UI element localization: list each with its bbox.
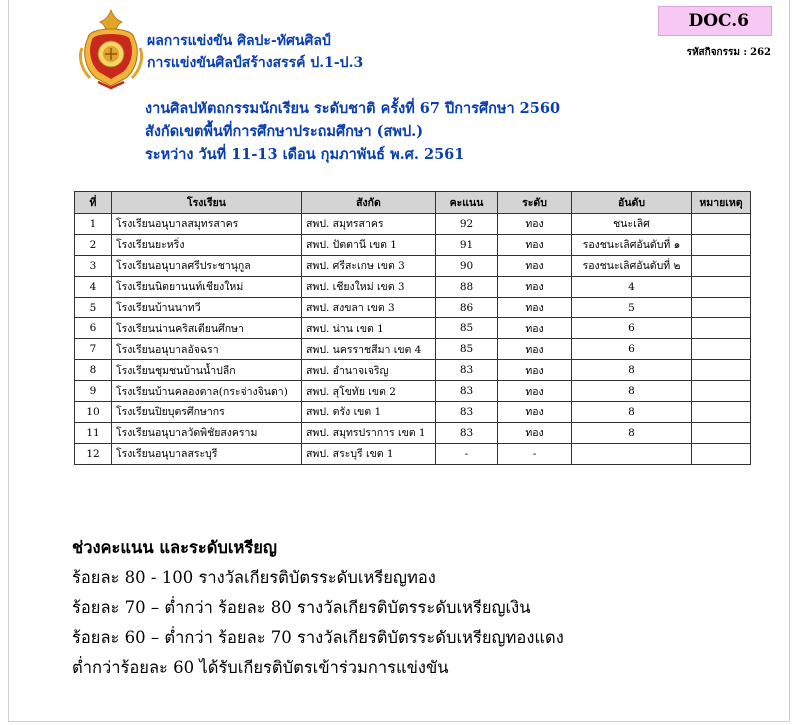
cell-school: โรงเรียนชุมชนบ้านน้ำปลีก [112,360,302,381]
table-row [75,255,751,276]
cell-rank: 4 [572,276,692,297]
cell-score: 83 [436,402,498,423]
table-row [75,360,751,381]
cell-level: ทอง [498,402,572,423]
column-header-school: โรงเรียน [112,192,302,214]
cell-no: 8 [75,360,112,381]
competition-title: ผลการแข่งขัน ศิลปะ-ทัศนศิลป์ [147,33,331,49]
column-header-area: สังกัด [302,192,436,214]
cell-school: โรงเรียนอนุบาลสมุทรสาคร [112,214,302,235]
cell-school: โรงเรียนอนุบาลสระบุรี [112,443,302,464]
cell-school: โรงเรียนยะหริ่ง [112,234,302,255]
cell-rank: 5 [572,297,692,318]
event-line-1: งานศิลปหัตถกรรมนักเรียน ระดับชาติ ครั้งที่ 67 ปีการศึกษา 2560 [145,100,561,117]
cell-school: โรงเรียนอนุบาลศรีประชานุกูล [112,255,302,276]
table-row [75,443,751,464]
table-row [75,214,751,235]
cell-score: 86 [436,297,498,318]
table-row [75,339,751,360]
table-row [75,318,751,339]
legend-line-gold: ร้อยละ 80 - 100 รางวัลเกียรติบัตรระดับเหรียญทอง [72,568,436,587]
legend-title: ช่วงคะแนน และระดับเหรียญ [72,538,277,557]
table-row [75,402,751,423]
cell-note [692,214,751,235]
cell-no: 6 [75,318,112,339]
cell-school: โรงเรียนบ้านคลองตาล(กระจ่างจินดา) [112,381,302,402]
cell-no: 2 [75,234,112,255]
doc-label: DOC.6 [688,11,749,31]
cell-level: ทอง [498,255,572,276]
event-line-2: สังกัดเขตพื้นที่การศึกษาประถมศึกษา (สพป.) [145,123,424,140]
cell-score: 92 [436,214,498,235]
legend-line-silver: ร้อยละ 70 – ต่ำกว่า ร้อยละ 80 รางวัลเกียรติบัตรระดับเหรียญเงิน [72,598,531,617]
cell-rank: รองชนะเลิศอันดับที่ ๑ [572,234,692,255]
cell-level: ทอง [498,276,572,297]
cell-school: โรงเรียนอนุบาลอัจฉรา [112,339,302,360]
cell-school: โรงเรียนบ้านนาทวี [112,297,302,318]
table-row [75,381,751,402]
cell-area: สพป. น่าน เขต 1 [302,318,436,339]
cell-no: 1 [75,214,112,235]
cell-score: 90 [436,255,498,276]
results-table [74,191,751,465]
cell-no: 4 [75,276,112,297]
results-body [75,214,751,465]
cell-score: 91 [436,234,498,255]
cell-area: สพป. สุโขทัย เขต 2 [302,381,436,402]
cell-rank: ชนะเลิศ [572,214,692,235]
cell-level: ทอง [498,381,572,402]
cell-rank: 6 [572,339,692,360]
activity-code [684,45,771,60]
column-header-rank: อันดับ [572,192,692,214]
cell-score: 85 [436,339,498,360]
cell-area: สพป. อำนาจเจริญ [302,360,436,381]
cell-level: ทอง [498,360,572,381]
cell-rank [572,443,692,464]
emblem-logo-icon [78,8,144,90]
column-header-note: หมายเหตุ [692,192,751,214]
cell-score: 85 [436,318,498,339]
cell-score: - [436,443,498,464]
cell-score: 83 [436,422,498,443]
column-header-score: คะแนน [436,192,498,214]
cell-rank: 8 [572,381,692,402]
cell-school: โรงเรียนนิตยานนท์เชียงใหม่ [112,276,302,297]
cell-note [692,422,751,443]
cell-level: ทอง [498,318,572,339]
cell-note [692,402,751,423]
cell-no: 7 [75,339,112,360]
cell-area: สพป. สระบุรี เขต 1 [302,443,436,464]
event-line-3: ระหว่าง วันที่ 11-13 เดือน กุมภาพันธ์ พ.ศ. 2561 [145,146,465,163]
table-row [75,276,751,297]
cell-area: สพป. นครราชสีมา เขต 4 [302,339,436,360]
cell-score: 83 [436,381,498,402]
cell-area: สพป. สงขลา เขต 3 [302,297,436,318]
cell-no: 3 [75,255,112,276]
cell-rank: รองชนะเลิศอันดับที่ ๒ [572,255,692,276]
legend-line-participation: ต่ำกว่าร้อยละ 60 ได้รับเกียรติบัตรเข้าร่วมการแข่งขัน [72,658,449,677]
cell-rank: 8 [572,422,692,443]
header-titles [147,30,363,74]
column-header-no: ที่ [75,192,112,214]
cell-note [692,318,751,339]
doc-label-badge [658,6,772,36]
cell-no: 5 [75,297,112,318]
cell-area: สพป. สมุทรสาคร [302,214,436,235]
cell-level: ทอง [498,234,572,255]
cell-school: โรงเรียนปิยบุตรศึกษากร [112,402,302,423]
cell-note [692,255,751,276]
cell-note [692,234,751,255]
cell-rank: 6 [572,318,692,339]
cell-note [692,443,751,464]
table-row [75,422,751,443]
event-info [145,97,560,166]
cell-note [692,339,751,360]
cell-rank: 8 [572,360,692,381]
cell-level: ทอง [498,214,572,235]
cell-level: - [498,443,572,464]
table-row [75,234,751,255]
cell-note [692,297,751,318]
cell-score: 88 [436,276,498,297]
cell-school: โรงเรียนน่านคริสเตียนศึกษา [112,318,302,339]
cell-level: ทอง [498,422,572,443]
cell-level: ทอง [498,297,572,318]
cell-no: 12 [75,443,112,464]
cell-no: 11 [75,422,112,443]
competition-subtitle: การแข่งขันศิลป์สร้างสรรค์ ป.1-ป.3 [147,55,364,71]
cell-area: สพป. ตรัง เขต 1 [302,402,436,423]
cell-note [692,381,751,402]
score-legend [72,533,564,683]
activity-code-label: รหัสกิจกรรม : [686,47,748,58]
table-row [75,297,751,318]
cell-area: สพป. ศรีสะเกษ เขต 3 [302,255,436,276]
cell-area: สพป. สมุทรปราการ เขต 1 [302,422,436,443]
legend-line-bronze: ร้อยละ 60 – ต่ำกว่า ร้อยละ 70 รางวัลเกียรติบัตรระดับเหรียญทองแดง [72,628,564,647]
table-header-row [75,192,751,214]
cell-note [692,360,751,381]
cell-school: โรงเรียนอนุบาลวัดพิชัยสงคราม [112,422,302,443]
cell-score: 83 [436,360,498,381]
cell-area: สพป. เชียงใหม่ เขต 3 [302,276,436,297]
cell-no: 9 [75,381,112,402]
cell-area: สพป. ปัตตานี เขต 1 [302,234,436,255]
cell-rank: 8 [572,402,692,423]
cell-no: 10 [75,402,112,423]
column-header-level: ระดับ [498,192,572,214]
activity-code-value: 262 [750,47,771,58]
cell-note [692,276,751,297]
cell-level: ทอง [498,339,572,360]
